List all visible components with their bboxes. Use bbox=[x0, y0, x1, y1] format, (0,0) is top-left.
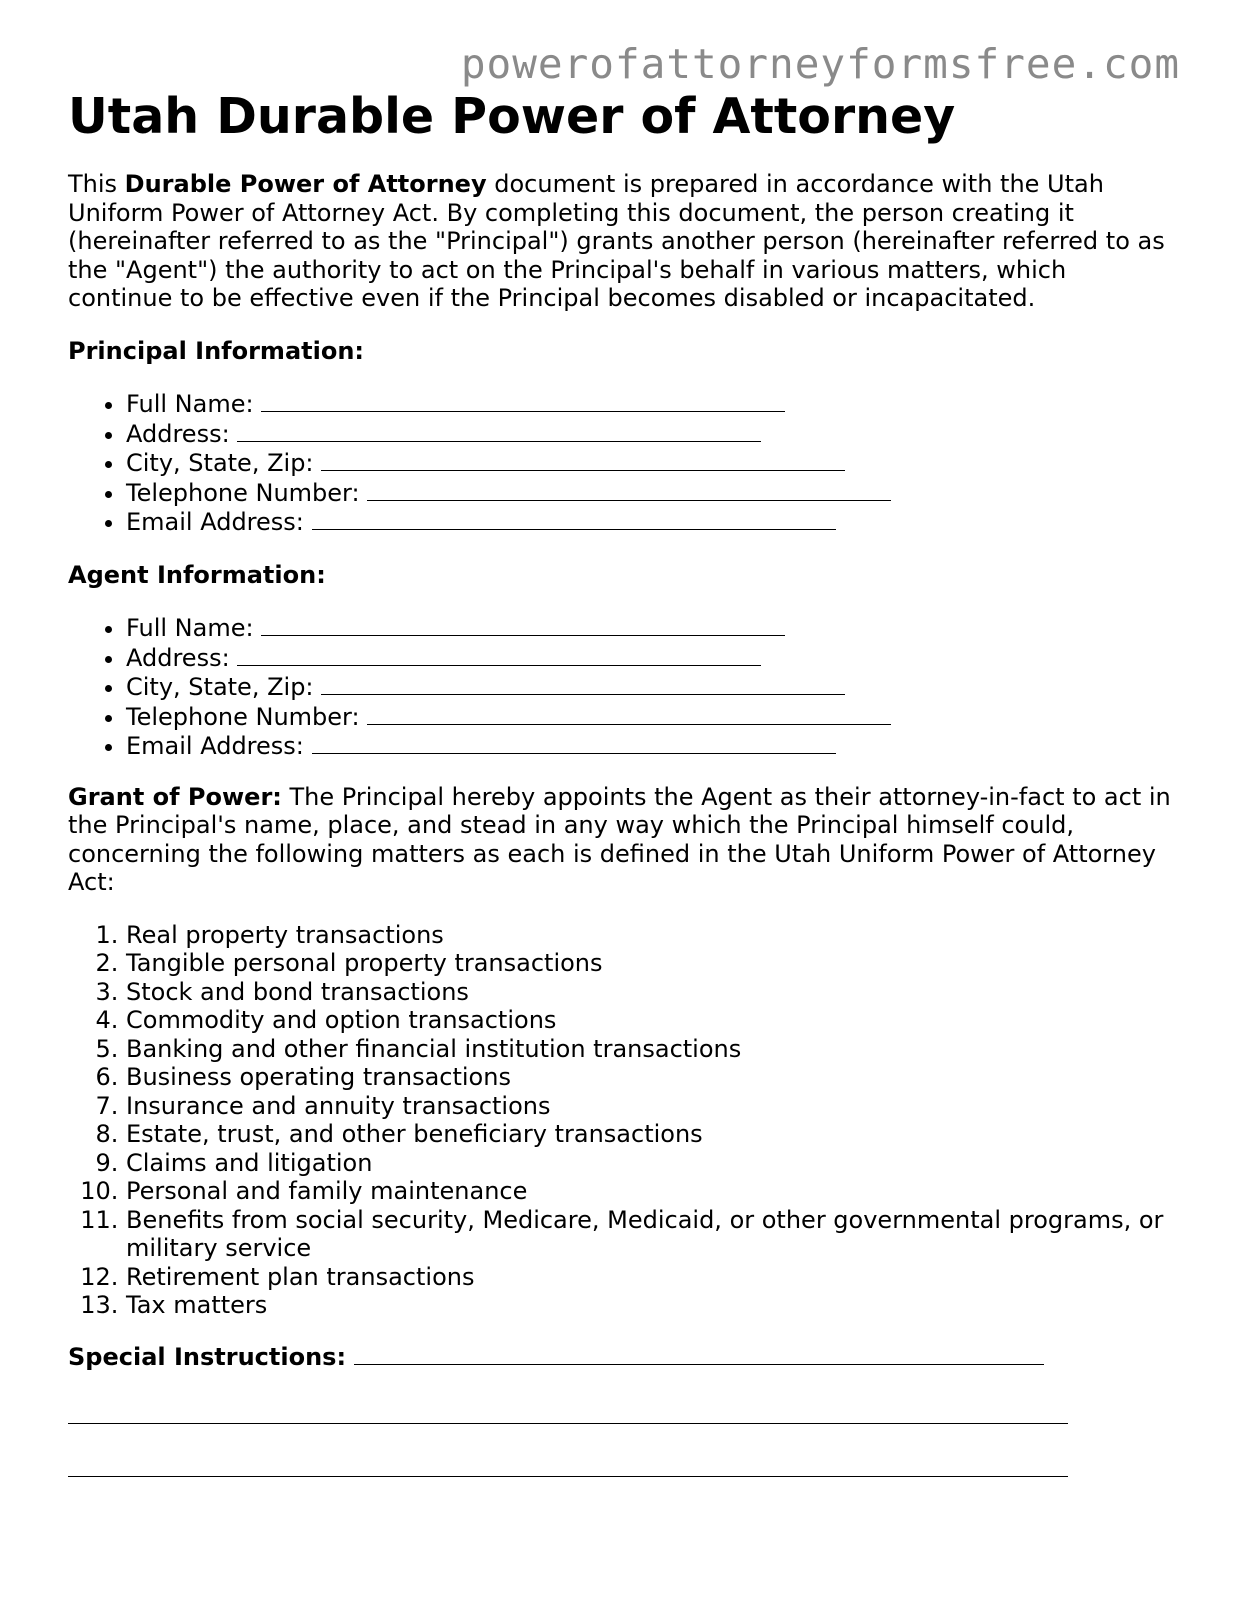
principal-fields bbox=[68, 389, 1178, 537]
matter-item: 13. Tax matters bbox=[126, 1291, 1178, 1320]
principal-heading: Principal Information: bbox=[68, 336, 365, 365]
special-instructions-line-3[interactable] bbox=[68, 1424, 1068, 1477]
agent-fields bbox=[68, 613, 1178, 761]
intro-bold: Durable Power of Attorney bbox=[124, 170, 487, 198]
agent-full-name bbox=[126, 613, 1178, 643]
grant-text: The Principal hereby appoints the Agent as their attorney-in-fact to act in the Principal's name, place, and stead in any way which the Principal himself could, concerning the following matters as each is defined in the Utah Uniform Power of Attorney Act: bbox=[68, 782, 1171, 896]
city-state-zip-blank[interactable] bbox=[321, 448, 845, 471]
agent-telephone bbox=[126, 702, 1178, 732]
grant-label: Grant of Power: bbox=[68, 782, 282, 811]
matter-item: 8. Estate, trust, and other beneficiary transactions bbox=[126, 1120, 1178, 1149]
watermark: powerofattorneyformsfree.com bbox=[460, 40, 1180, 88]
field-label: Telephone Number: bbox=[126, 478, 360, 507]
special-instructions-label: Special Instructions: bbox=[68, 1342, 347, 1371]
field-label: City, State, Zip: bbox=[126, 673, 314, 701]
matters-list bbox=[68, 921, 1178, 1320]
principal-city-state-zip bbox=[126, 448, 1178, 478]
field-label: Address: bbox=[126, 419, 230, 448]
matter-item: 1. Real property transactions bbox=[126, 921, 1178, 950]
matter-item: 6. Business operating transactions bbox=[126, 1063, 1178, 1092]
telephone-blank[interactable] bbox=[367, 702, 891, 725]
principal-address bbox=[126, 419, 1178, 449]
field-label: Email Address: bbox=[126, 508, 304, 536]
matter-item: 7. Insurance and annuity transactions bbox=[126, 1092, 1178, 1121]
agent-city-state-zip bbox=[126, 672, 1178, 702]
document-page bbox=[68, 84, 1178, 1477]
matter-item: 12. Retirement plan transactions bbox=[126, 1263, 1178, 1292]
principal-telephone bbox=[126, 478, 1178, 508]
matter-item: 3. Stock and bond transactions bbox=[126, 978, 1178, 1007]
field-label: Full Name: bbox=[126, 390, 254, 418]
telephone-blank[interactable] bbox=[367, 478, 891, 501]
agent-email bbox=[126, 731, 1178, 761]
agent-address bbox=[126, 643, 1178, 673]
field-label: Address: bbox=[126, 643, 230, 672]
special-instructions bbox=[68, 1342, 1178, 1372]
special-instructions-blank[interactable] bbox=[354, 1342, 1044, 1365]
matter-item: 2. Tangible personal property transactions bbox=[126, 949, 1178, 978]
address-blank[interactable] bbox=[237, 419, 761, 442]
grant-of-power bbox=[68, 783, 1178, 897]
field-label: Full Name: bbox=[126, 614, 254, 642]
document-title: Utah Durable Power of Attorney bbox=[68, 88, 956, 145]
full-name-blank[interactable] bbox=[261, 389, 785, 412]
matter-item: 11. Benefits from social security, Medicare, Medicaid, or other governmental programs, or military service bbox=[126, 1206, 1178, 1263]
matter-item: 4. Commodity and option transactions bbox=[126, 1006, 1178, 1035]
email-blank[interactable] bbox=[312, 507, 836, 530]
intro-lead: This bbox=[68, 170, 125, 198]
city-state-zip-blank[interactable] bbox=[321, 672, 845, 695]
matter-item: 10. Personal and family maintenance bbox=[126, 1177, 1178, 1206]
agent-heading: Agent Information: bbox=[68, 560, 326, 589]
address-blank[interactable] bbox=[237, 643, 761, 666]
principal-email bbox=[126, 507, 1178, 537]
matter-item: 5. Banking and other financial institution transactions bbox=[126, 1035, 1178, 1064]
email-blank[interactable] bbox=[312, 731, 836, 754]
field-label: City, State, Zip: bbox=[126, 449, 314, 477]
full-name-blank[interactable] bbox=[261, 613, 785, 636]
field-label: Email Address: bbox=[126, 732, 304, 760]
intro-rest: document is prepared in accordance with the Utah Uniform Power of Attorney Act. By completing this document, the person creating it (hereinafter referred to as the "Principal") grants another person (hereinafter referred to as the "Agent") the authority to act on the Principal's behalf in various matters, which continue to be effective even if the Principal becomes disabled or incapacitated. bbox=[68, 170, 1165, 312]
special-instructions-line-2[interactable] bbox=[68, 1371, 1068, 1424]
field-label: Telephone Number: bbox=[126, 702, 360, 731]
intro-paragraph bbox=[68, 170, 1178, 313]
matter-item: 9. Claims and litigation bbox=[126, 1149, 1178, 1178]
principal-full-name bbox=[126, 389, 1178, 419]
